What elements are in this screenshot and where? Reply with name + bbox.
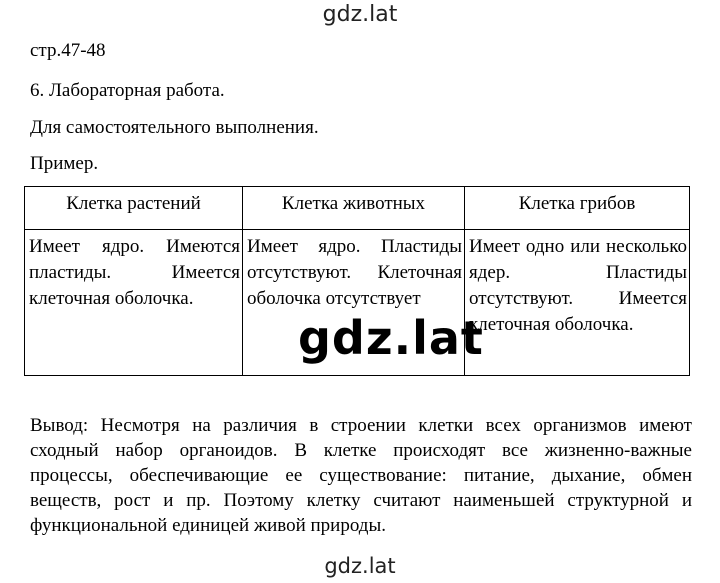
- watermark-top: gdz.lat: [322, 2, 398, 27]
- task-mode: Для самостоятельного выполнения.: [30, 117, 319, 138]
- watermark-center: gdz.lat: [298, 311, 484, 365]
- cell-animal: Имеет ядро. Пластиды отсутствуют. Клеточная оболочка отсутствует: [243, 230, 465, 376]
- table-header-row: [25, 187, 690, 230]
- column-header-animal: Клетка животных: [243, 187, 465, 230]
- cell-plant: Имеет ядро. Имеются пластиды. Имеется клеточная оболочка.: [25, 230, 243, 376]
- task-title: 6. Лабораторная работа.: [30, 80, 225, 101]
- column-header-fungi: Клетка грибов: [465, 187, 690, 230]
- conclusion-paragraph: Вывод: Несмотря на различия в строении клетки всех организмов имеют сходный набор органоидов. В клетке происходят все жизненно-важные процессы, обеспечивающие ее существование: питание, дыхание, обмен веществ, рост и пр. Поэтому клетку считают наименьшей структурной и функциональной единицей живой природы.: [30, 415, 692, 536]
- column-header-plant: Клетка растений: [25, 187, 243, 230]
- example-label: Пример.: [30, 153, 99, 174]
- cell-fungi: Имеет одно или несколько ядер. Пластиды отсутствуют. Имеется клеточная оболочка.: [465, 230, 690, 376]
- page-reference: стр.47-48: [30, 40, 106, 61]
- watermark-bottom: gdz.lat: [324, 554, 396, 578]
